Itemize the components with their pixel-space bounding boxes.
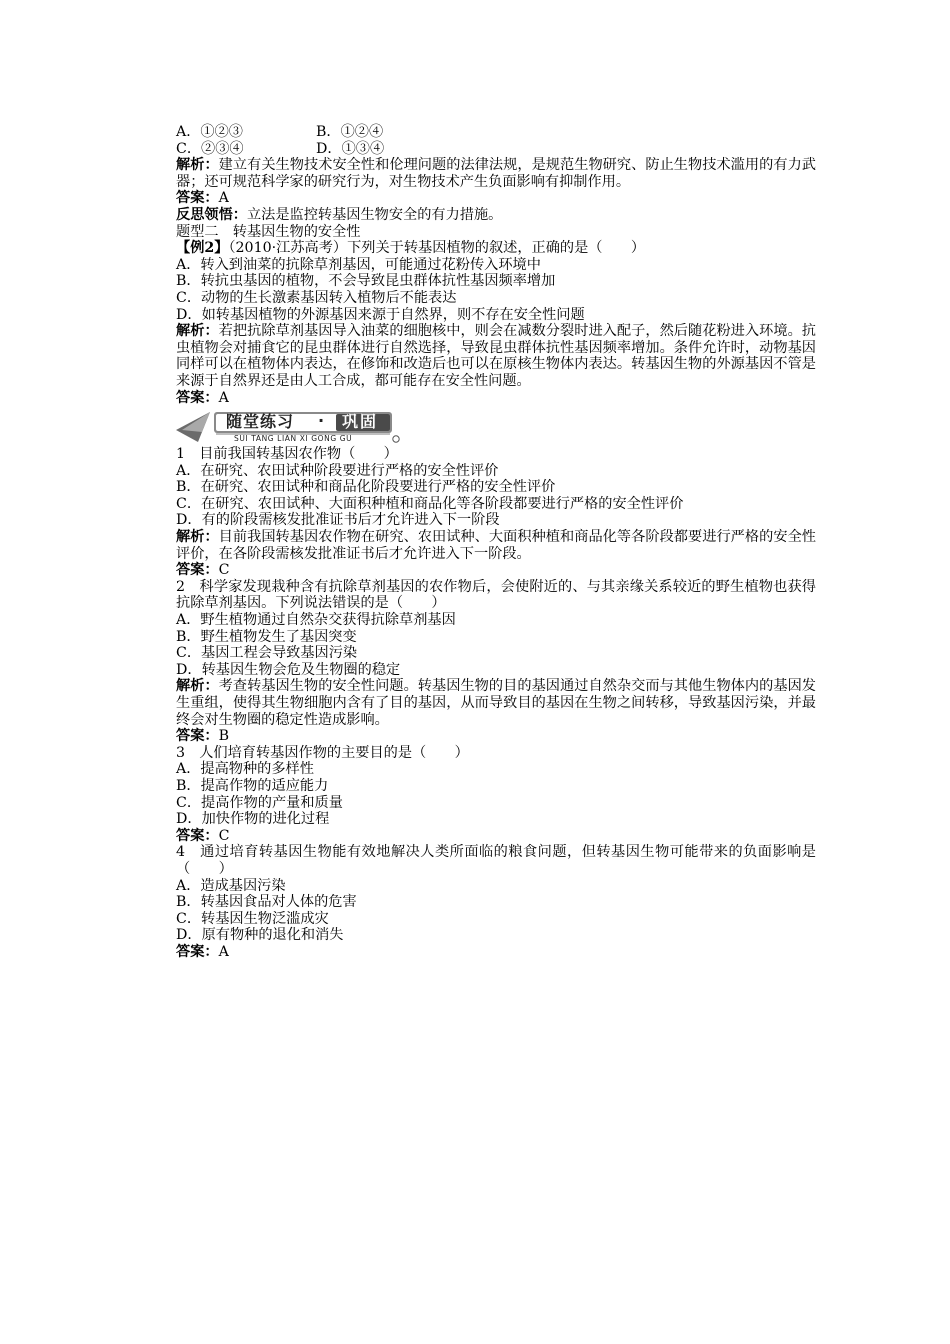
question-1-option-d: D．有的阶段需核发批准证书后才允许进入下一阶段 [176, 512, 500, 529]
analysis-label: 解析： [176, 323, 219, 340]
answer-line [176, 190, 816, 207]
analysis-text: 考查转基因生物的安全性问题。转基因生物的目的基因通过自然杂交而与其他生物体内的基因发生重组，使得其生物细胞内含有了目的基因，从而导致目的基因在生物之间转移，导致基因污染，并最终会对生物圈的稳定性造成影响。 [176, 678, 816, 728]
example-analysis [176, 323, 816, 389]
answer-label: 答案： [176, 562, 219, 579]
question-2-option-d: D．转基因生物会危及生物圈的稳定 [176, 661, 401, 678]
option-c: C．②③④ [176, 140, 244, 157]
answer-value: A [218, 389, 229, 406]
answer-value: B [218, 728, 230, 745]
question-1-option-b: B．在研究、农田试种和商品化阶段要进行严格的安全性评价 [176, 479, 556, 496]
question-4-answer [176, 944, 816, 961]
question-1-stem: 1 目前我国转基因农作物（ ） [176, 446, 398, 463]
question-2-option-c: C．基因工程会导致基因污染 [176, 645, 358, 662]
question-1-answer [176, 562, 816, 579]
banner-pinyin: SUI TANG LIAN XI GONG GU [234, 434, 353, 444]
question-2-stem: 2 科学家发现栽种含有抗除草剂基因的农作物后，会使附近的、与其亲缘关系较近的野生植物也获得抗除草剂基因。下列说法错误的是（ ） [176, 578, 816, 612]
reflect-label: 反思领悟： [176, 206, 247, 223]
banner-title: 随堂练习 [226, 412, 295, 432]
question-2-option-b: B．野生植物发生了基因突变 [176, 628, 357, 645]
banner-title-highlight: 巩固 [342, 412, 379, 432]
question-3-option-c: C．提高作物的产量和质量 [176, 794, 343, 811]
question-2-analysis [176, 678, 816, 728]
answer-value: C [218, 562, 230, 579]
options-row-1 [176, 124, 816, 141]
practice-banner [176, 408, 816, 442]
question-1-option-c: C．在研究、农田试种、大面积种植和商品化等各阶段都要进行严格的安全性评价 [176, 495, 684, 512]
question-2-answer [176, 728, 816, 745]
document-body [176, 124, 816, 961]
banner-dot: · [318, 411, 325, 431]
analysis-label: 解析： [176, 678, 219, 695]
answer-label: 答案： [176, 389, 219, 406]
reflect-text: 立法是监控转基因生物安全的有力措施。 [246, 206, 503, 223]
question-3-option-d: D．加快作物的进化过程 [176, 811, 330, 828]
analysis-paragraph [176, 157, 816, 190]
question-4-option-c: C．转基因生物泛滥成灾 [176, 910, 329, 927]
question-4-option-b: B．转基因食品对人体的危害 [176, 894, 357, 911]
question-1-analysis [176, 529, 816, 562]
options-row-2 [176, 141, 816, 158]
option-b: B．①②④ [316, 124, 384, 140]
example-option-b: B．转抗虫基因的植物，不会导致昆虫群体抗性基因频率增加 [176, 273, 556, 290]
question-3-option-b: B．提高作物的适应能力 [176, 777, 329, 794]
analysis-text: 建立有关生物技术安全性和伦理问题的法律法规，是规范生物研究、防止生物技术滥用的有力武器；还可规范科学家的研究行为，对生物技术产生负面影响有抑制作用。 [176, 157, 816, 190]
reflect-line [176, 207, 816, 224]
answer-label: 答案： [176, 827, 219, 844]
example-label: 【例2】 [176, 240, 229, 257]
question-3-option-a: A．提高物种的多样性 [176, 761, 314, 778]
answer-value: A [218, 190, 229, 207]
example-stem [176, 240, 816, 257]
option-a: A．①②③ [176, 124, 243, 140]
question-4-option-a: A．造成基因污染 [176, 877, 286, 894]
answer-label: 答案： [176, 728, 219, 745]
question-2-option-a: A．野生植物通过自然杂交获得抗除草剂基因 [176, 612, 456, 629]
analysis-text: 目前我国转基因农作物在研究、农田试种、大面积种植和商品化等各阶段都要进行严格的安全性评价，在各阶段需核发批准证书后才允许进入下一阶段。 [176, 529, 816, 562]
answer-value: A [218, 943, 229, 960]
section-heading: 题型二 转基因生物的安全性 [176, 223, 361, 240]
answer-label: 答案： [176, 190, 219, 207]
question-4-stem: 4 通过培育转基因生物能有效地解决人类所面临的粮食问题，但转基因生物可能带来的负面影响是（ ） [176, 844, 816, 877]
example-answer [176, 390, 816, 407]
analysis-text: 若把抗除草剂基因导入油菜的细胞核中，则会在减数分裂时进入配子，然后随花粉进入环境。抗虫植物会对捕食它的昆虫群体进行自然选择，导致昆虫群体抗性基因频率增加。条件允许时，动物基因同样可以在植物体内表达，在修饰和改造后也可以在原核生物体内表达。转基因生物的外源基因不管是来源于自然界还是由人工合成，都可能存在安全性问题。 [176, 323, 816, 389]
example-option-c: C．动物的生长激素基因转入植物后不能表达 [176, 289, 457, 306]
question-3-answer [176, 828, 816, 845]
analysis-label: 解析： [176, 157, 219, 174]
analysis-label: 解析： [176, 529, 219, 546]
example-option-a: A．转入到油菜的抗除草剂基因，可能通过花粉传入环境中 [176, 256, 541, 273]
answer-label: 答案： [176, 943, 219, 960]
question-3-stem: 3 人们培育转基因作物的主要目的是（ ） [176, 744, 469, 761]
option-d: D．①③④ [316, 140, 385, 157]
answer-value: C [218, 827, 230, 844]
example-option-d: D．如转基因植物的外源基因来源于自然界，则不存在安全性问题 [176, 306, 585, 323]
example-text: （2010·江苏高考）下列关于转基因植物的叙述，正确的是（ ） [228, 240, 646, 257]
question-1-option-a: A．在研究、农田试种阶段要进行严格的安全性评价 [176, 462, 499, 479]
question-4-option-d: D．原有物种的退化和消失 [176, 927, 344, 944]
